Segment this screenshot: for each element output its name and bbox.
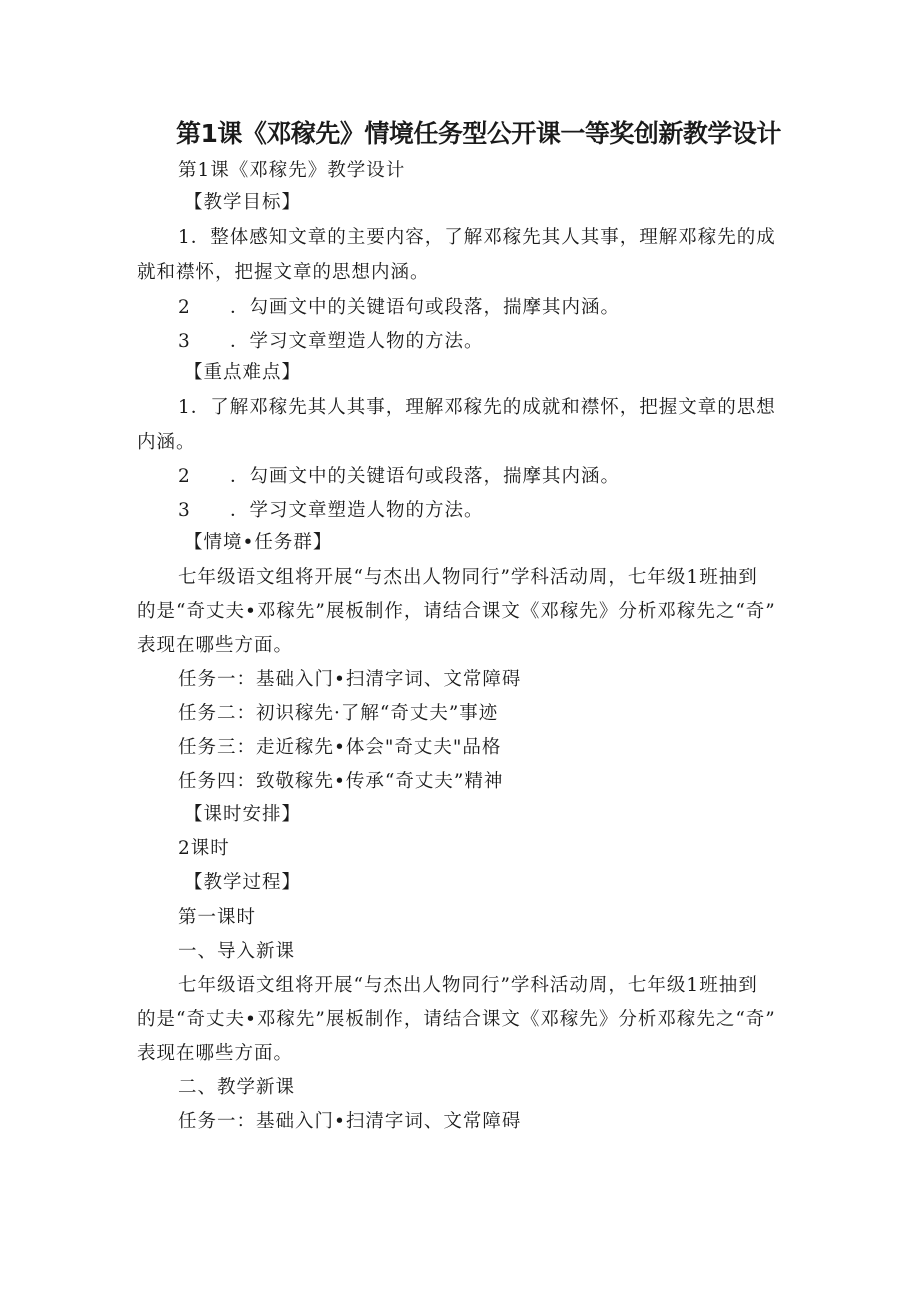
keypoint-2-text: ．勾画文中的关键语句或段落，揣摩其内涵。: [230, 466, 621, 487]
task-4: 任务四：致敬稼先•传承“奇丈夫”精神: [178, 771, 504, 792]
document-title: 第1课《邓稼先》情境任务型公开课一等奖创新教学设计: [176, 119, 781, 148]
task-3: 任务三：走近稼先•体会"奇丈夫"品格: [178, 737, 502, 758]
goal-2-text: ．勾画文中的关键语句或段落，揣摩其内涵。: [230, 297, 621, 318]
schedule-text: 2课时: [178, 838, 230, 859]
goal-3-number: 3: [178, 331, 191, 352]
task-1: 任务一：基础入门•扫清字词、文常障碍: [178, 669, 522, 690]
goal-3-text: ．学习文章塑造人物的方法。: [230, 331, 484, 352]
part-2-heading: 二、教学新课: [178, 1077, 296, 1098]
context-line-3: 表现在哪些方面。: [137, 635, 294, 656]
keypoint-3-text: ．学习文章塑造人物的方法。: [230, 500, 484, 521]
goal-3: [178, 327, 484, 353]
section-heading-process: 【教学过程】: [184, 872, 302, 893]
keypoint-1-line-2: 内涵。: [137, 432, 196, 453]
context-line-2: 的是“奇丈夫•邓稼先”展板制作，请结合课文《邓稼先》分析邓稼先之“奇”: [137, 601, 776, 622]
section-heading-schedule: 【课时安排】: [184, 804, 302, 825]
task-1-repeat: 任务一：基础入门•扫清字词、文常障碍: [178, 1111, 522, 1132]
goal-2: [178, 293, 620, 319]
goal-1-line-1: 1．整体感知文章的主要内容，了解邓稼先其人其事，理解邓稼先的成: [178, 227, 776, 248]
intro-line-3: 表现在哪些方面。: [137, 1043, 294, 1064]
intro-line-1: 七年级语文组将开展“与杰出人物同行”学科活动周，七年级1班抽到: [178, 975, 758, 996]
keypoint-3: [178, 496, 484, 522]
section-heading-tasks: 【情境•任务群】: [184, 532, 333, 553]
keypoint-3-number: 3: [178, 500, 191, 521]
intro-line-2: 的是“奇丈夫•邓稼先”展板制作，请结合课文《邓稼先》分析邓稼先之“奇”: [137, 1009, 776, 1030]
keypoint-2: [178, 462, 620, 488]
part-1-heading: 一、导入新课: [178, 941, 296, 962]
section-heading-goals: 【教学目标】: [184, 192, 302, 213]
lesson-1-heading: 第一课时: [178, 907, 257, 928]
task-2: 任务二：初识稼先·了解“奇丈夫”事迹: [178, 703, 499, 724]
goal-1-line-2: 就和襟怀，把握文章的思想内涵。: [137, 262, 430, 283]
section-heading-keypoints: 【重点难点】: [184, 362, 302, 383]
context-line-1: 七年级语文组将开展“与杰出人物同行”学科活动周，七年级1班抽到: [178, 567, 758, 588]
subtitle: 第1课《邓稼先》教学设计: [178, 160, 406, 181]
keypoint-1-line-1: 1．了解邓稼先其人其事，理解邓稼先的成就和襟怀，把握文章的思想: [178, 397, 776, 418]
goal-2-number: 2: [178, 297, 191, 318]
keypoint-2-number: 2: [178, 466, 191, 487]
